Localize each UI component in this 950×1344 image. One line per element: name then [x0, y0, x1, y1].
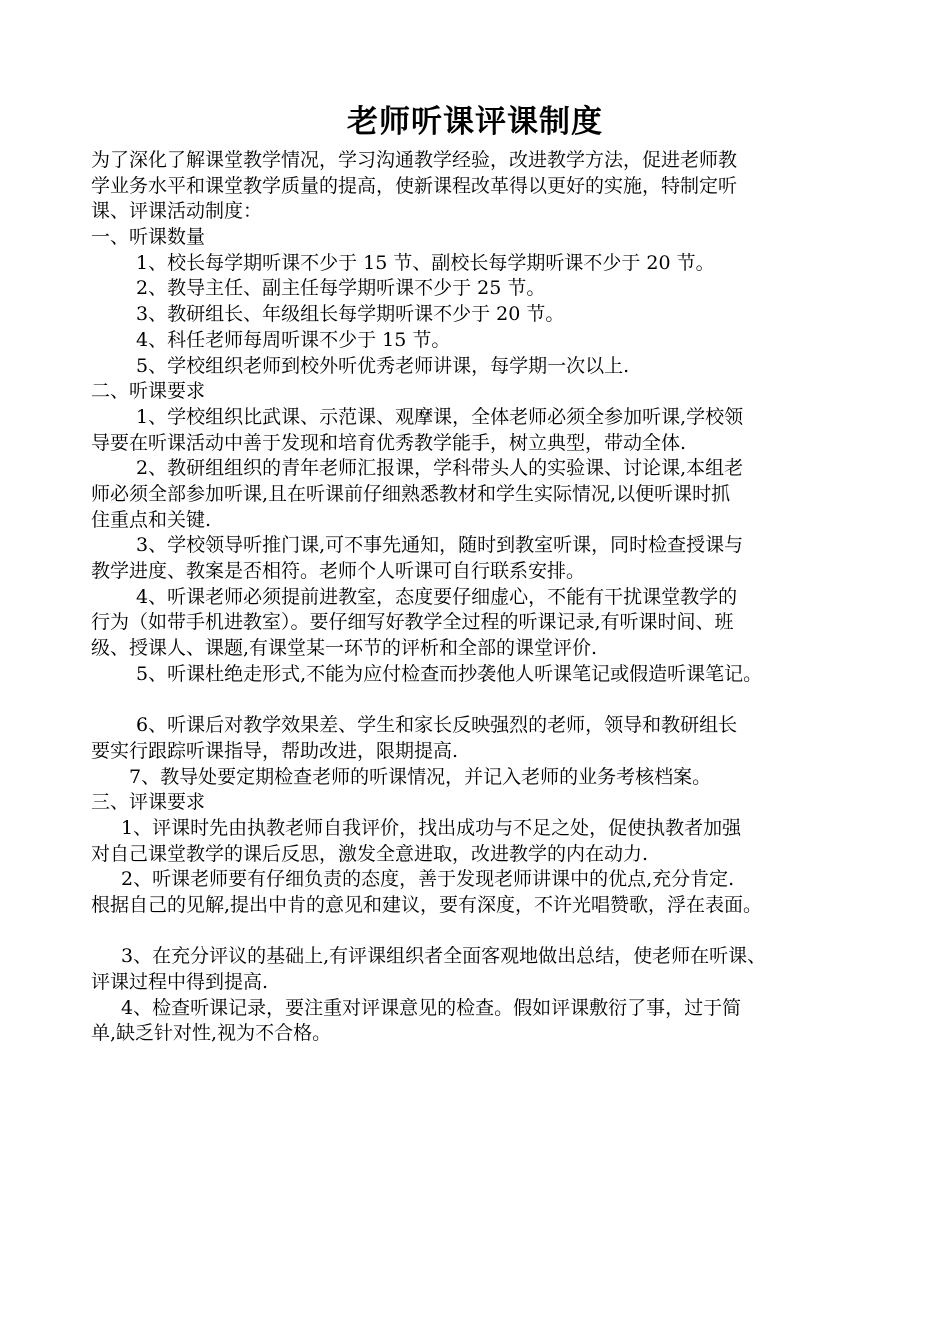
- paragraph-line: 3、在充分评议的基础上,有评课组织者全面客观地做出总结，使老师在听课、: [121, 945, 767, 968]
- paragraph-line: 要实行跟踪听课指导，帮助改进，限期提高.: [91, 739, 459, 762]
- paragraph-line: 评课过程中得到提高.: [91, 971, 269, 993]
- paragraph-line: 1、评课时先由执教老师自我评价，找出成功与不足之处，促使执教者加强: [121, 816, 742, 839]
- paragraph-line: 2、教研组组织的青年老师汇报课，学科带头人的实验课、讨论课,本组老: [136, 457, 744, 480]
- section-heading-1: 一、听课数量: [91, 226, 206, 249]
- paragraph-line: 行为（如带手机进教室）。要仔细写好教学全过程的听课记录,有听课时间、班: [91, 611, 734, 634]
- paragraph-line: 3、学校领导听推门课,可不事先通知，随时到教室听课，同时检查授课与: [136, 534, 744, 557]
- paragraph-line: 单,缺乏针对性,视为不合格。: [91, 1022, 332, 1045]
- blank-line: [91, 687, 881, 713]
- list-item: 2、教导主任、副主任每学期听课不少于 25 节。: [136, 277, 546, 300]
- intro-line-1: 为了深化了解课堂教学情况，学习沟通教学经验，改进教学方法，促进老师教: [91, 149, 738, 171]
- paragraph-line: 2、听课老师要有仔细负责的态度，善于发现老师讲课中的优点,充分肯定.: [121, 868, 735, 891]
- paragraph-line: 导要在听课活动中善于发现和培育优秀教学能手，树立典型，带动全体.: [91, 431, 687, 454]
- paragraph-line: 级、授课人、课题,有课堂某一环节的评析和全部的课堂评价.: [91, 637, 598, 660]
- section-heading-2: 二、听课要求: [91, 380, 206, 403]
- list-item: 3、教研组长、年级组长每学期听课不少于 20 节。: [136, 303, 565, 326]
- list-item: 5、学校组织老师到校外听优秀老师讲课，每学期一次以上.: [136, 354, 630, 377]
- intro-line-2: 学业务水平和课堂教学质量的提高，使新课程改革得以更好的实施，特制定听: [91, 174, 738, 197]
- section-heading-3: 三、评课要求: [91, 791, 206, 814]
- list-item: 4、科任老师每周听课不少于 15 节。: [136, 328, 451, 351]
- paragraph-line: 住重点和关键.: [91, 508, 212, 531]
- paragraph-line: 4、检查听课记录，要注重对评课意见的检查。假如评课敷衍了事，过于简: [121, 996, 742, 1019]
- paragraph-line: 7、教导处要定期检查老师的听课情况，并记入老师的业务考核档案。: [129, 765, 712, 788]
- paragraph-line: 对自己课堂教学的课后反思，激发全意进取，改进教学的内在动力.: [91, 842, 649, 865]
- paragraph-line: 根据自己的见解,提出中肯的意见和建议，要有深度，不许光唱赞歌，浮在表面。: [91, 893, 763, 916]
- paragraph-line: 1、学校组织比武课、示范课、观摩课，全体老师必须全参加听课,学校领: [136, 405, 744, 428]
- paragraph-line: 4、听课老师必须提前进教室，态度要仔细虚心，不能有干扰课堂教学的: [136, 585, 738, 608]
- paragraph-line: 教学进度、教案是否相符。老师个人听课可自行联系安排。: [91, 560, 586, 582]
- intro-line-3: 课、评课活动制度：: [91, 200, 263, 223]
- paragraph-line: 5、听课杜绝走形式,不能为应付检查而抄袭他人听课笔记或假造听课笔记。: [136, 662, 763, 685]
- blank-line: [91, 919, 881, 945]
- document-title: 老师听课评课制度: [347, 104, 603, 140]
- document-body: [91, 148, 881, 1047]
- list-item: 1、校长每学期听课不少于 15 节、副校长每学期听课不少于 20 节。: [136, 251, 715, 274]
- paragraph-line: 6、听课后对教学效果差、学生和家长反映强烈的老师，领导和教研组长: [136, 714, 738, 737]
- paragraph-line: 师必须全部参加听课,且在听课前仔细熟悉教材和学生实际情况,以便听课时抓: [91, 482, 731, 505]
